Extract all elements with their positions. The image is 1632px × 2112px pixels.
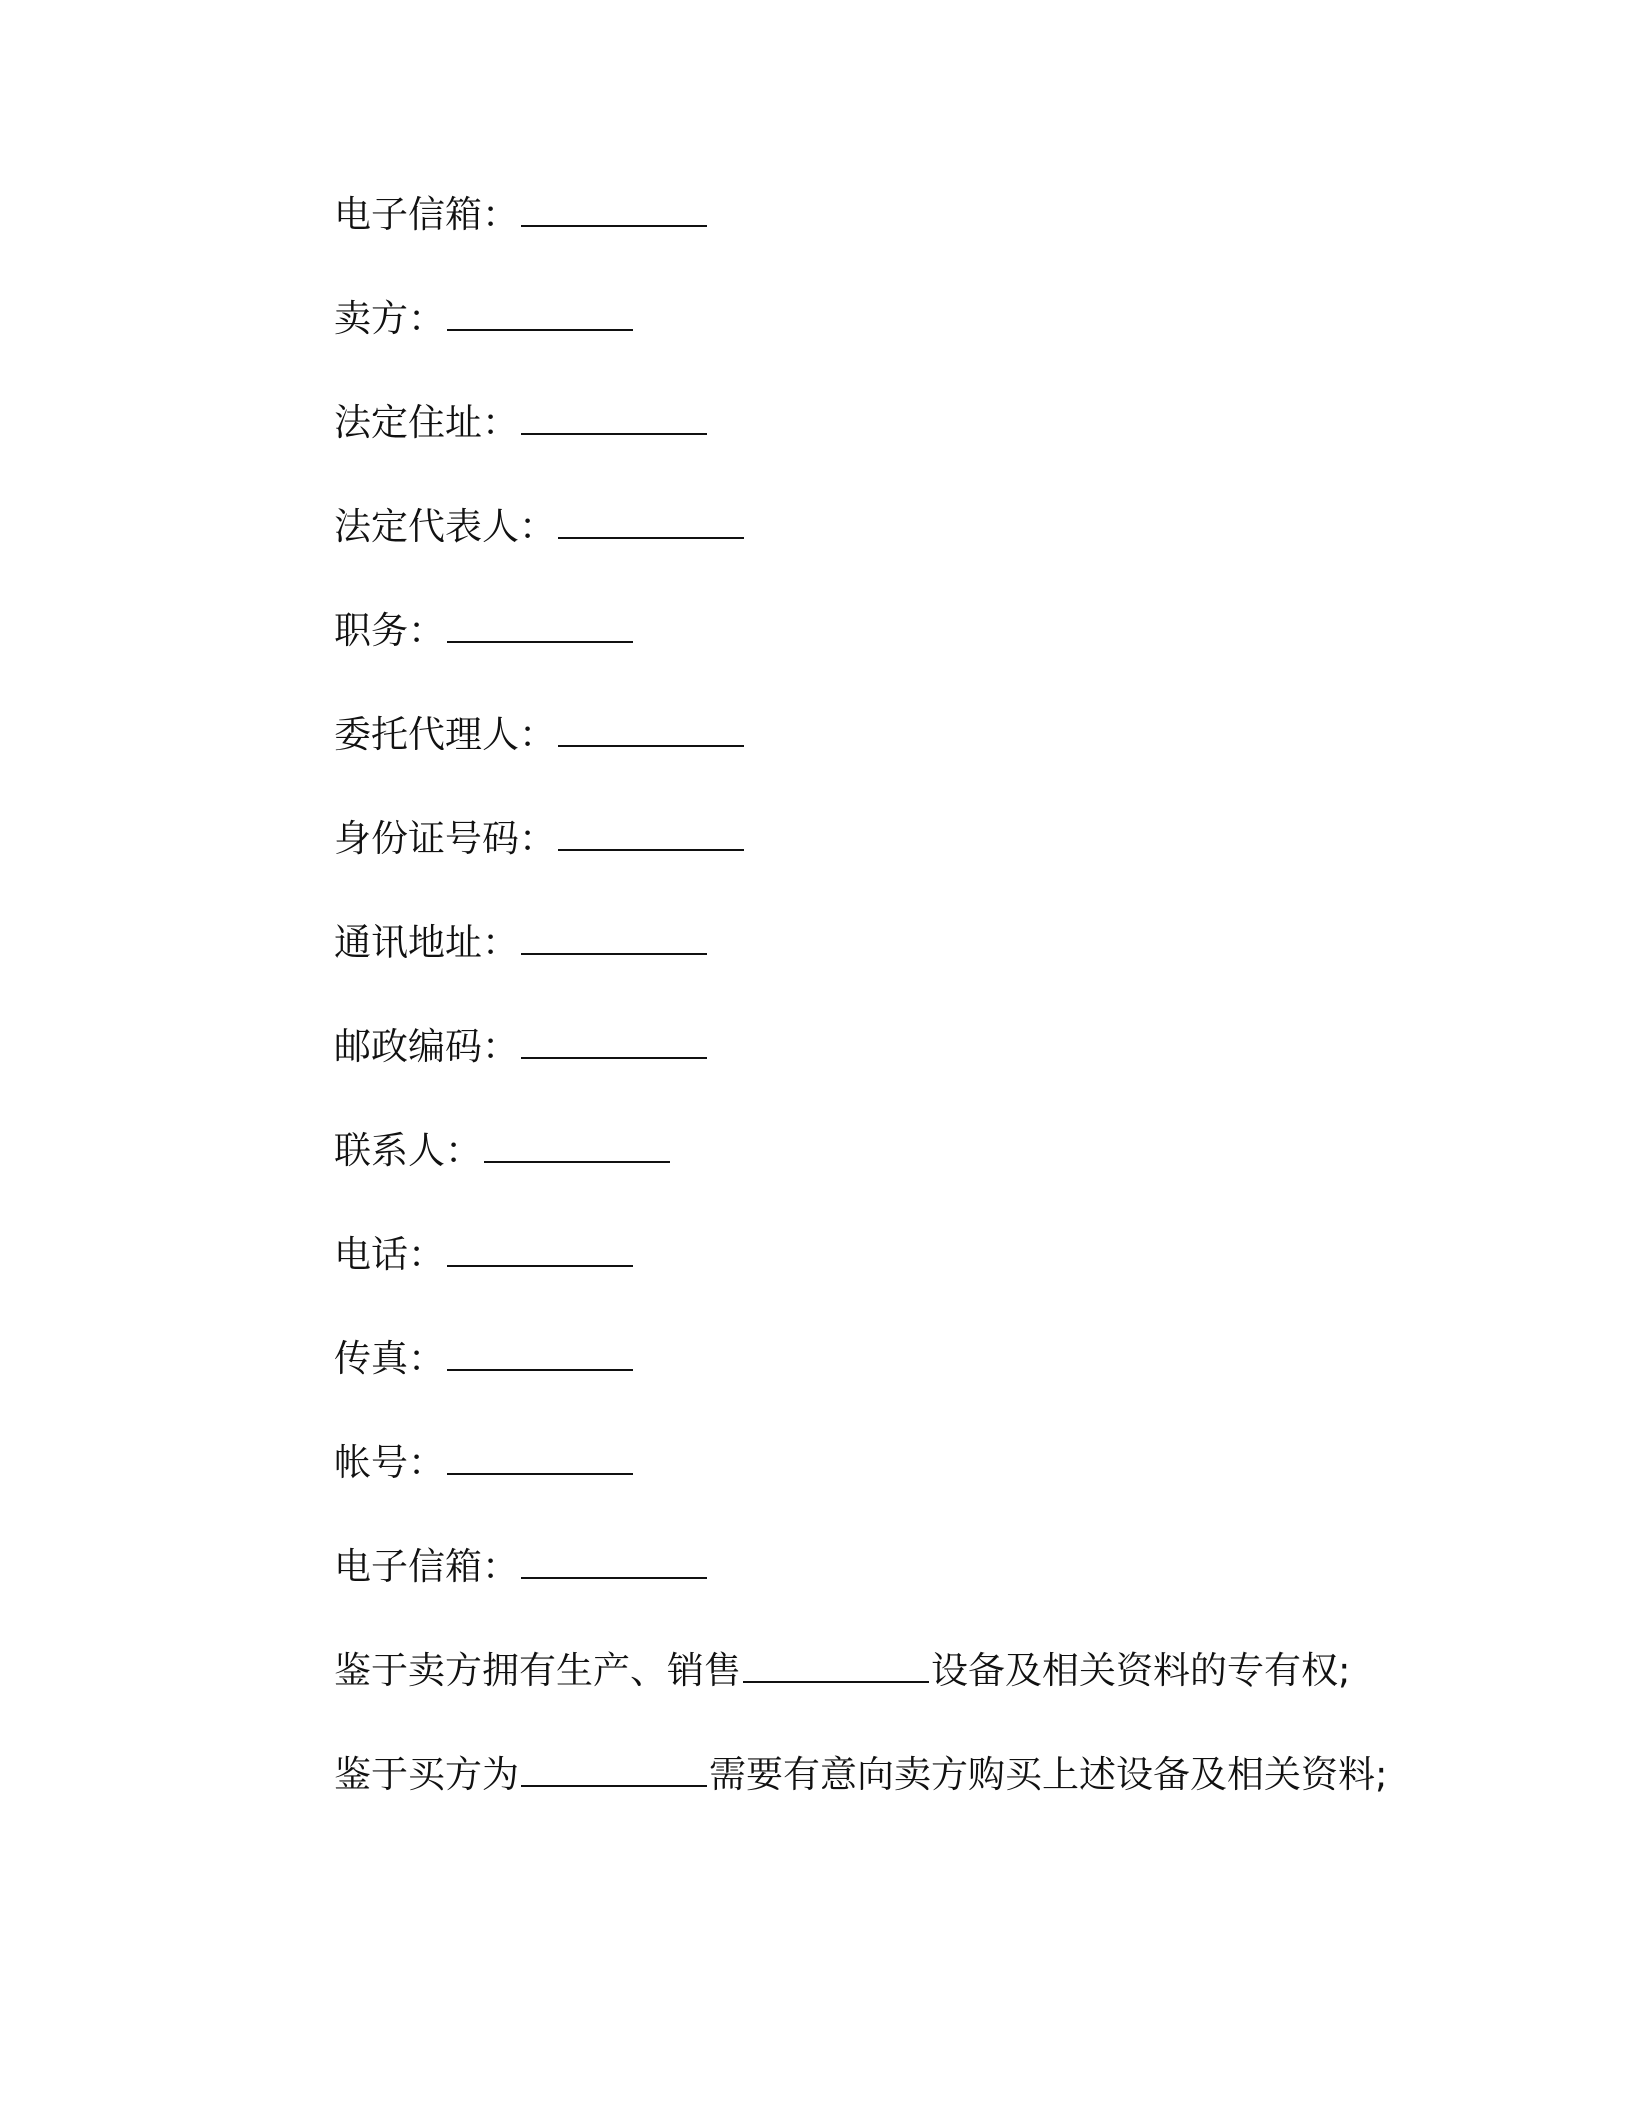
fill-in-blank	[521, 187, 707, 227]
fill-in-blank	[447, 1435, 633, 1475]
fill-in-blank	[743, 1643, 929, 1683]
field-label: 帐号：	[334, 1441, 445, 1484]
field-account-number	[334, 1434, 1484, 1538]
fill-in-blank	[447, 1331, 633, 1371]
recital-text-before: 鉴于买方为	[334, 1753, 519, 1796]
field-postal-code	[334, 1018, 1484, 1122]
fill-in-blank	[558, 811, 744, 851]
fill-in-blank	[521, 1539, 707, 1579]
field-label: 传真：	[334, 1337, 445, 1380]
field-phone	[334, 1226, 1484, 1330]
field-legal-representative	[334, 498, 1484, 602]
fill-in-blank	[521, 1019, 707, 1059]
field-label: 电话：	[334, 1233, 445, 1276]
field-label: 邮政编码：	[334, 1025, 519, 1068]
fill-in-blank	[558, 707, 744, 747]
field-label: 法定住址：	[334, 401, 519, 444]
field-email-seller	[334, 1538, 1484, 1642]
field-label: 电子信箱：	[334, 193, 519, 236]
field-authorized-agent	[334, 706, 1484, 810]
recital-text-after: 需要有意向卖方购买上述设备及相关资料;	[709, 1753, 1388, 1796]
field-fax	[334, 1330, 1484, 1434]
field-mailing-address	[334, 914, 1484, 1018]
field-legal-address	[334, 394, 1484, 498]
recital-buyer-intent	[334, 1746, 1484, 1850]
fill-in-blank	[484, 1123, 670, 1163]
field-label: 身份证号码：	[334, 817, 556, 860]
field-email-buyer	[334, 186, 1484, 290]
field-label: 职务：	[334, 609, 445, 652]
fill-in-blank	[558, 499, 744, 539]
field-id-number	[334, 810, 1484, 914]
fill-in-blank	[447, 1227, 633, 1267]
field-label: 卖方：	[334, 297, 445, 340]
field-label: 法定代表人：	[334, 505, 556, 548]
field-label: 联系人：	[334, 1129, 482, 1172]
field-seller	[334, 290, 1484, 394]
field-contact-person	[334, 1122, 1484, 1226]
fill-in-blank	[521, 1747, 707, 1787]
recital-seller-rights	[334, 1642, 1484, 1746]
field-label: 通讯地址：	[334, 921, 519, 964]
fill-in-blank	[447, 603, 633, 643]
recital-text-after: 设备及相关资料的专有权;	[931, 1649, 1351, 1692]
field-position	[334, 602, 1484, 706]
field-label: 电子信箱：	[334, 1545, 519, 1588]
document-body	[334, 186, 1484, 1850]
recital-text-before: 鉴于卖方拥有生产、销售	[334, 1649, 741, 1692]
fill-in-blank	[521, 395, 707, 435]
fill-in-blank	[447, 291, 633, 331]
fill-in-blank	[521, 915, 707, 955]
field-label: 委托代理人：	[334, 713, 556, 756]
